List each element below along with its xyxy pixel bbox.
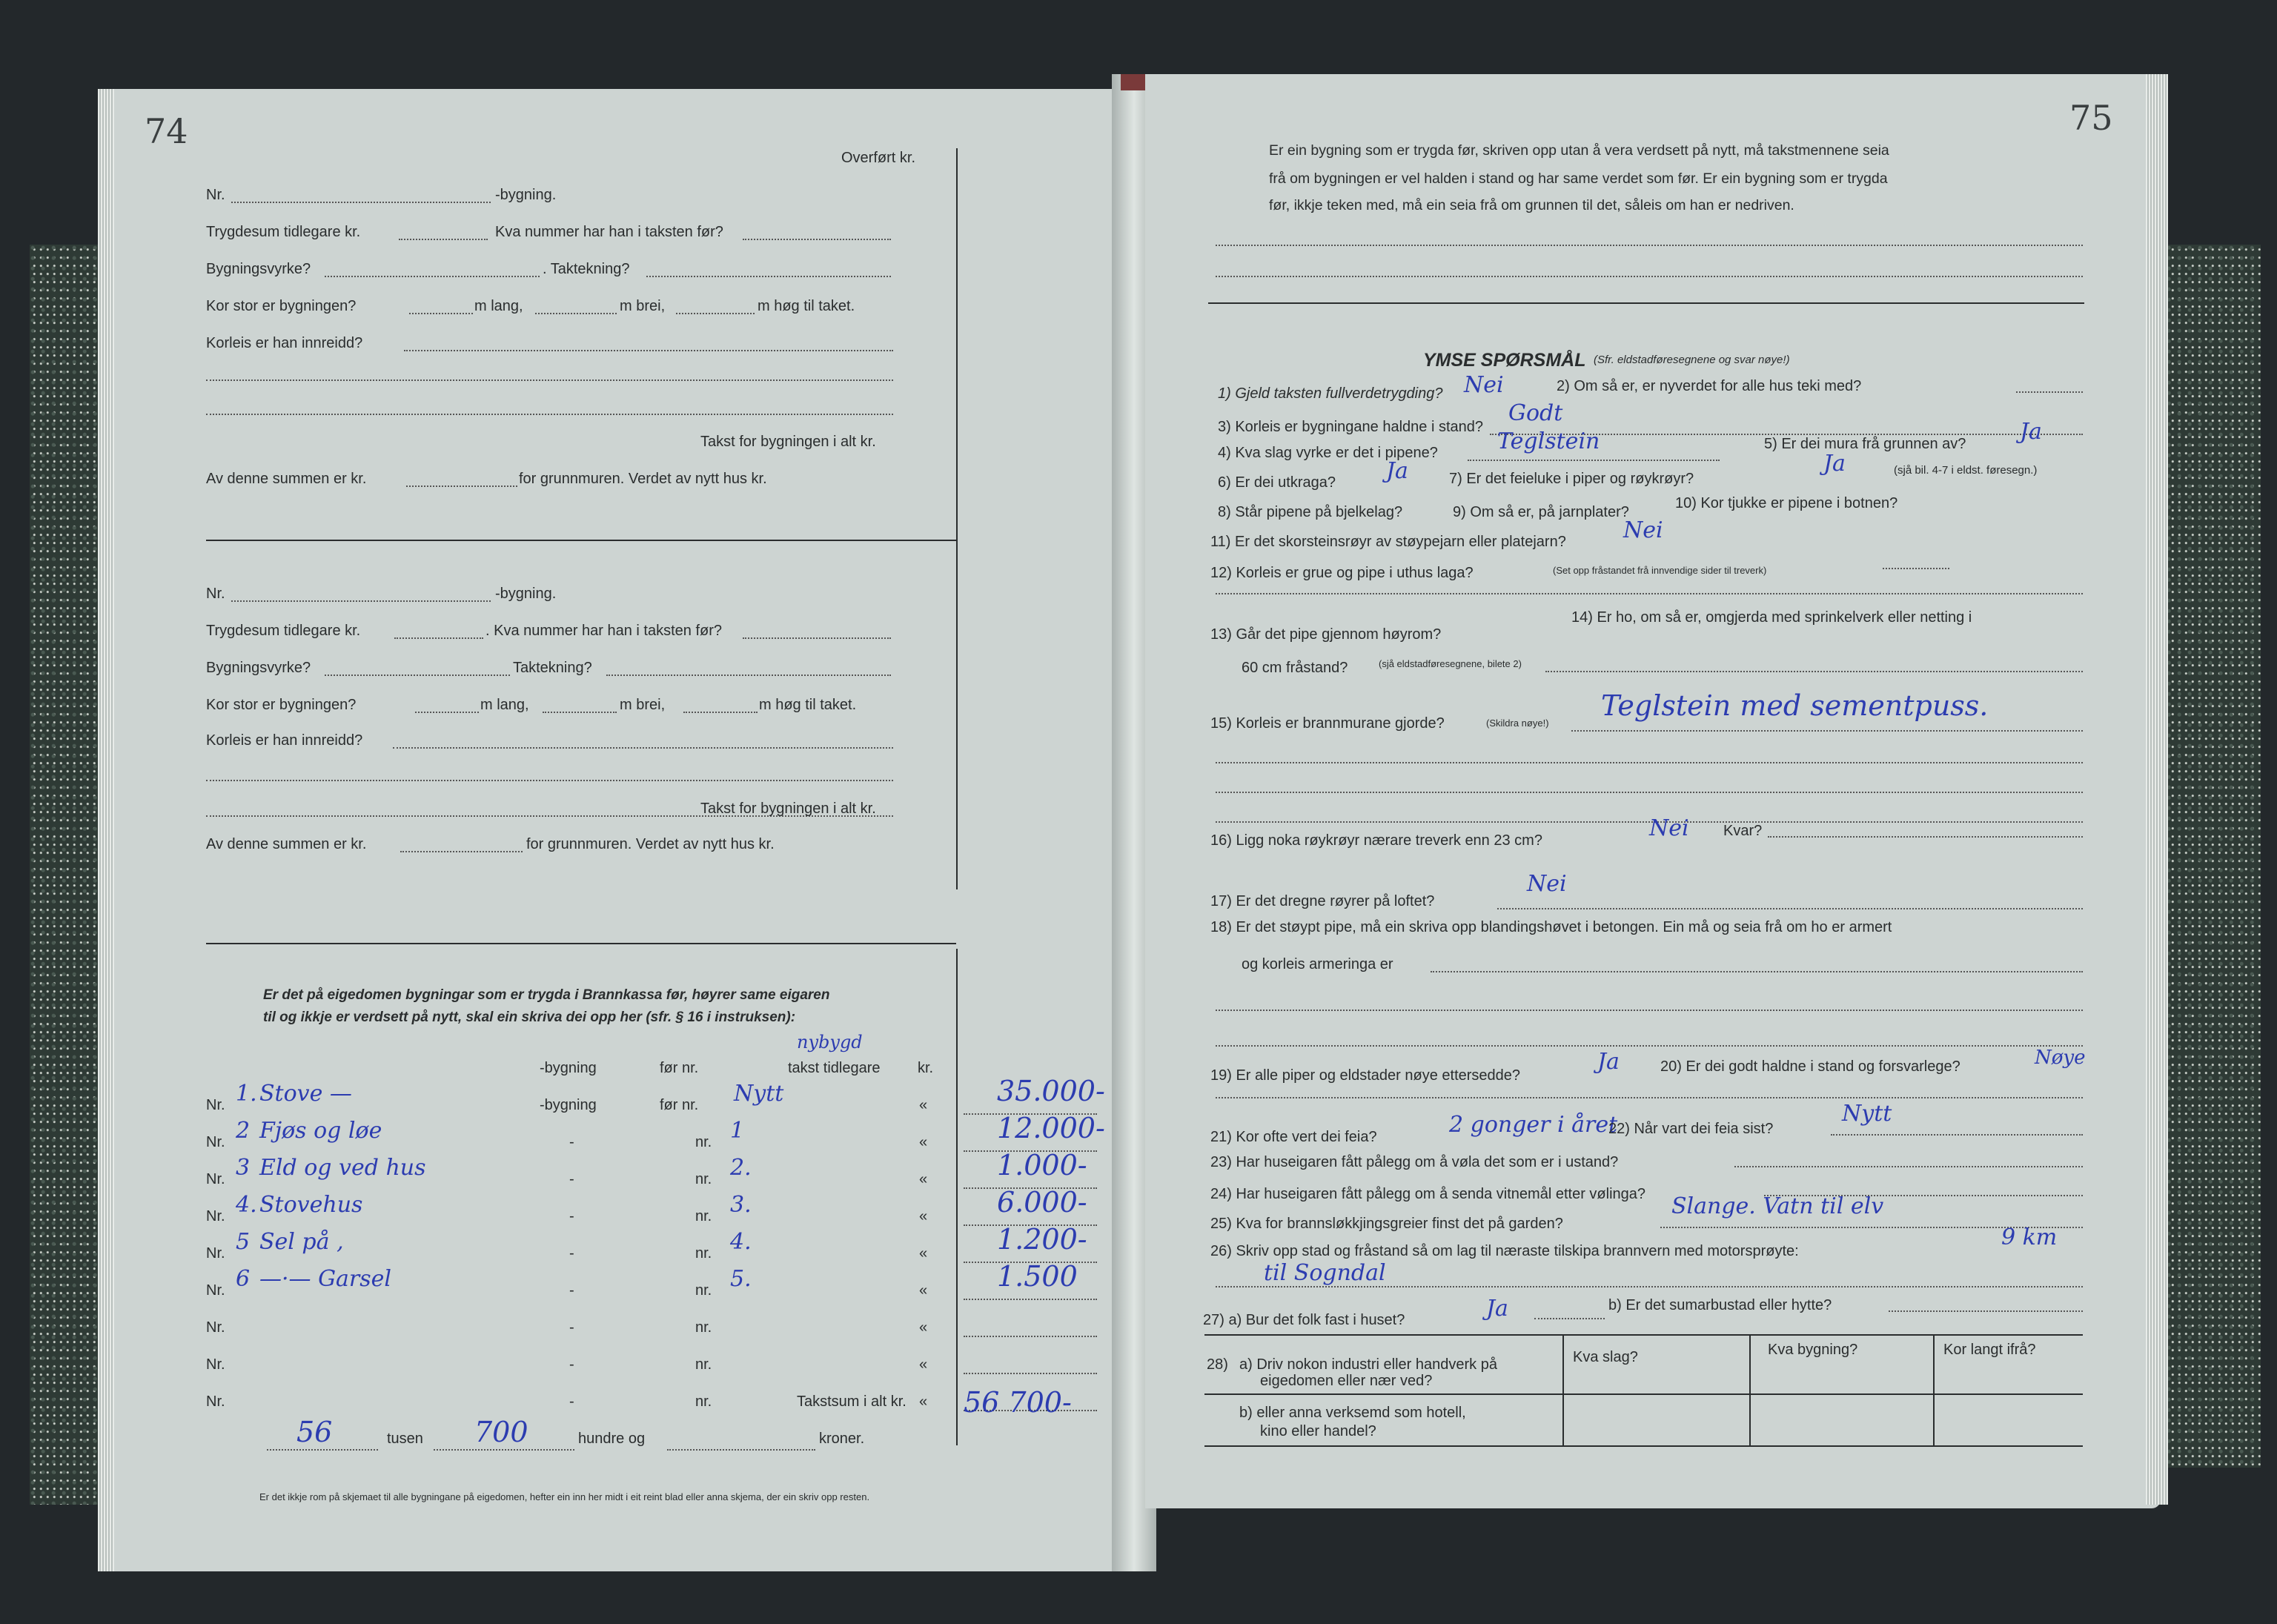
table-row-num: 1. bbox=[236, 1081, 257, 1107]
table-row-suffix: - bbox=[569, 1134, 574, 1150]
q18-field bbox=[1431, 971, 2083, 972]
table-instruction-2: til og ikkje er verdsett på nytt, skal ein skriva dei opp her (sfr. § 16 i instruksen): bbox=[263, 1010, 796, 1025]
table-row-amount: 1.500 bbox=[997, 1260, 1078, 1293]
s2-nr-field bbox=[231, 600, 491, 602]
table-row-num: 3 bbox=[236, 1155, 251, 1181]
s1-innreidd: Korleis er han innreidd? bbox=[206, 335, 363, 351]
hundre-value: 700 bbox=[474, 1416, 528, 1448]
s2-innreidd-field bbox=[393, 747, 893, 749]
intro-line-1: Er ein bygning som er trygda før, skriven opp utan å vera verdsett på nytt, må takstmennene seia bbox=[1269, 142, 1889, 159]
col-bygning: -bygning bbox=[540, 1060, 597, 1076]
a26b: til Sogndal bbox=[1264, 1260, 1386, 1286]
q15-field bbox=[1571, 730, 2083, 732]
table-row-amount-field bbox=[964, 1336, 1097, 1337]
q15-field-3 bbox=[1216, 792, 2083, 793]
s1-hog-field bbox=[676, 313, 755, 314]
col-takst-tidlegare: takst tidlegare bbox=[788, 1060, 881, 1076]
table-row-nr: Nr. bbox=[206, 1171, 225, 1187]
s1-bygning: -bygning. bbox=[495, 187, 557, 203]
s2-taktekning-field bbox=[606, 675, 891, 676]
s1-kor-stor: Kor stor er bygningen? bbox=[206, 298, 357, 314]
s1-kva-nummer: Kva nummer har han i taksten før? bbox=[495, 224, 723, 240]
a3: Godt bbox=[1508, 400, 1563, 426]
page-number-right: 75 bbox=[2069, 98, 2113, 138]
s2-bygningsvyrke-field bbox=[325, 675, 510, 676]
table-row-building: Eld og ved hus bbox=[259, 1155, 426, 1181]
a16: Nei bbox=[1649, 815, 1689, 841]
q6: 6) Er dei utkraga? bbox=[1218, 474, 1336, 491]
q12: 12) Korleis er grue og pipe i uthus laga? bbox=[1210, 565, 1474, 581]
q4: 4) Kva slag vyrke er det i pipene? bbox=[1218, 445, 1438, 461]
right-divider bbox=[1208, 302, 2084, 304]
s2-taktekning: Taktekning? bbox=[513, 660, 592, 676]
q11: 11) Er det skorsteinsrøyr av støypejarn eller platejarn? bbox=[1210, 534, 1566, 550]
q28-col-2 bbox=[1749, 1334, 1751, 1445]
table-row-suffix: - bbox=[569, 1282, 574, 1299]
a6: Ja bbox=[1386, 458, 1408, 484]
s2-kor-stor: Kor stor er bygningen? bbox=[206, 697, 357, 713]
table-row-quote: « bbox=[919, 1134, 928, 1150]
table-row-fornr: før nr. bbox=[660, 1097, 699, 1113]
q3: 3) Korleis er bygningane haldne i stand? bbox=[1218, 419, 1484, 435]
q7: 7) Er det feieluke i piper og røykrøyr? bbox=[1449, 471, 1694, 487]
s2-lang-field bbox=[415, 712, 479, 713]
q22-field bbox=[1831, 1134, 2083, 1136]
tusen-field bbox=[267, 1449, 378, 1451]
table-row-quote: « bbox=[919, 1356, 928, 1373]
table-row-quote: « bbox=[919, 1319, 928, 1336]
q27a-field bbox=[1534, 1318, 1605, 1319]
table-row-fornr: nr. bbox=[695, 1245, 712, 1262]
table-row-fornr: nr. bbox=[695, 1282, 712, 1299]
q21: 21) Kor ofte vert dei feia? bbox=[1210, 1129, 1377, 1145]
a27: Ja bbox=[1486, 1296, 1508, 1322]
table-row-amount: 12.000- bbox=[997, 1112, 1105, 1144]
a5: Ja bbox=[2020, 419, 2042, 445]
a19: Ja bbox=[1597, 1049, 1620, 1075]
q2-field bbox=[2016, 391, 2083, 393]
s2-trygdesum: Trygdesum tidlegare kr. bbox=[206, 623, 361, 639]
q28-table-top bbox=[1204, 1334, 2083, 1336]
s2-nr: Nr. bbox=[206, 586, 225, 602]
s1-innreidd-field-3 bbox=[206, 414, 893, 415]
q16: 16) Ligg noka røykrøyr nærare treverk enn 23 cm? bbox=[1210, 832, 1542, 849]
tusen-label: tusen bbox=[387, 1431, 423, 1447]
q12-note: (Set opp fråstandet frå innvendige sider til treverk) bbox=[1553, 565, 1767, 576]
q28-table-bottom bbox=[1204, 1445, 2083, 1447]
a7: Ja bbox=[1823, 451, 1846, 477]
table-row-suffix: -bygning bbox=[540, 1097, 597, 1113]
s2-m-hog: m høg til taket. bbox=[759, 697, 857, 713]
table-row-fornr: nr. bbox=[695, 1134, 712, 1150]
s1-takst: Takst for bygningen i alt kr. bbox=[700, 434, 876, 450]
q25: 25) Kva for brannsløkkjingsgreier finst det på garden? bbox=[1210, 1216, 1563, 1232]
a15: Teglstein med sementpuss. bbox=[1601, 689, 1989, 722]
table-row-quote: « bbox=[919, 1393, 928, 1410]
s2-av-denne: Av denne summen er kr. bbox=[206, 836, 367, 852]
table-row-value: 3. bbox=[730, 1192, 752, 1218]
q27b: b) Er det sumarbustad eller hytte? bbox=[1608, 1297, 1832, 1313]
q28-num: 28) bbox=[1207, 1356, 1228, 1373]
q17-field bbox=[1497, 908, 2083, 909]
table-row-quote: « bbox=[919, 1171, 928, 1187]
table-row-nr: Nr. bbox=[206, 1208, 225, 1224]
kroner-field bbox=[667, 1449, 815, 1451]
s2-kva-nummer: . Kva nummer har han i taksten før? bbox=[485, 623, 723, 639]
ymse-heading: YMSE SPØRSMÅL bbox=[1423, 350, 1586, 371]
annotation-nybygd: nybygd bbox=[797, 1032, 863, 1053]
table-row-fornr: nr. bbox=[695, 1356, 712, 1373]
overfort-label: Overført kr. bbox=[841, 150, 915, 166]
table-row-quote: « bbox=[919, 1208, 928, 1224]
left-column-divider bbox=[956, 148, 958, 889]
table-row-quote: « bbox=[919, 1097, 928, 1113]
table-row-amount: 1.200- bbox=[997, 1223, 1087, 1256]
q9: 9) Om så er, på jarnplater? bbox=[1453, 504, 1629, 520]
col-kr: kr. bbox=[918, 1060, 934, 1076]
s2-m-lang: m lang, bbox=[480, 697, 529, 713]
table-row-quote: « bbox=[919, 1282, 928, 1299]
tusen-value: 56 bbox=[296, 1416, 333, 1448]
table-row-value: 4. bbox=[730, 1229, 752, 1255]
q16-field bbox=[1768, 836, 2083, 838]
left-column-divider-lower bbox=[956, 949, 958, 1445]
q18-field-2 bbox=[1216, 1010, 2083, 1011]
table-row-suffix: - bbox=[569, 1319, 574, 1336]
s2-kva-nummer-field bbox=[743, 637, 891, 639]
table-row-nr: Nr. bbox=[206, 1245, 225, 1262]
col-for-nr: før nr. bbox=[660, 1060, 699, 1076]
q28-col-kva-slag: Kva slag? bbox=[1573, 1349, 1638, 1365]
s2-av-denne-field bbox=[400, 851, 523, 852]
q14-note: (sjå eldstadføresegnene, bilete 2) bbox=[1379, 658, 1522, 669]
q28a-1: a) Driv nokon industri eller handverk på bbox=[1239, 1356, 1497, 1373]
q16b: Kvar? bbox=[1723, 823, 1763, 839]
section-divider-2 bbox=[206, 943, 956, 944]
q28-col-3 bbox=[1933, 1334, 1935, 1445]
s1-av-denne-field bbox=[406, 485, 517, 487]
s1-nr-field bbox=[231, 202, 491, 203]
table-row-value: 2. bbox=[730, 1155, 752, 1181]
table-row-suffix: - bbox=[569, 1393, 574, 1410]
a1: Nei bbox=[1464, 372, 1504, 398]
q28-col-kva-bygning: Kva bygning? bbox=[1768, 1342, 1858, 1358]
table-row-amount: 1.000- bbox=[997, 1149, 1087, 1181]
s2-innreidd: Korleis er han innreidd? bbox=[206, 732, 363, 749]
page-number-left: 74 bbox=[145, 111, 188, 151]
table-row-nr: Nr. bbox=[206, 1319, 225, 1336]
table-row-building: Sel på , bbox=[259, 1229, 344, 1255]
s1-av-denne: Av denne summen er kr. bbox=[206, 471, 367, 487]
q28-row-divider bbox=[1204, 1393, 2083, 1395]
q23: 23) Har huseigaren fått pålegg om å vøla det som er i ustand? bbox=[1210, 1154, 1619, 1170]
table-row-suffix: - bbox=[569, 1356, 574, 1373]
q28-col-kor-langt: Kor langt ifrå? bbox=[1943, 1342, 2036, 1358]
s1-trygdesum: Trygdesum tidlegare kr. bbox=[206, 224, 361, 240]
s2-brei-field bbox=[543, 712, 617, 713]
q14b: 60 cm fråstand? bbox=[1242, 660, 1348, 676]
q22: 22) Når vart dei feia sist? bbox=[1608, 1121, 1774, 1137]
s1-m-hog: m høg til taket. bbox=[758, 298, 855, 314]
s1-taktekning-field bbox=[646, 276, 891, 277]
left-page-stack bbox=[98, 89, 114, 1571]
q27b-field bbox=[1889, 1310, 2083, 1312]
q10: 10) Kor tjukke er pipene i botnen? bbox=[1675, 495, 1898, 511]
takstsum-value: 56 700- bbox=[964, 1386, 1072, 1419]
q14-field bbox=[1545, 671, 2083, 672]
intro-line-3: før, ikkje teken med, må ein seia frå om grunnen til det, såleis om han er nedriven. bbox=[1269, 197, 1794, 213]
table-row-amount: 6.000- bbox=[997, 1186, 1087, 1219]
q18-field-3 bbox=[1216, 1045, 2083, 1047]
a17: Nei bbox=[1527, 871, 1567, 897]
q26: 26) Skriv opp stad og fråstand så om lag til næraste tilskipa brannvern med motorsprøyte: bbox=[1210, 1243, 1799, 1259]
s1-nr: Nr. bbox=[206, 187, 225, 203]
q18b: og korleis armeringa er bbox=[1242, 956, 1393, 972]
table-row-quote: « bbox=[919, 1245, 928, 1262]
s2-takst: Takst for bygningen i alt kr. bbox=[700, 801, 876, 817]
q27a: 27) a) Bur det folk fast i huset? bbox=[1203, 1312, 1405, 1328]
hundre-field bbox=[434, 1449, 574, 1451]
q15: 15) Korleis er brannmurane gjorde? bbox=[1210, 715, 1445, 732]
table-row-nr: Nr. bbox=[206, 1282, 225, 1299]
s1-bygningsvyrke-field bbox=[325, 276, 540, 277]
a26: 9 km bbox=[2001, 1224, 2058, 1250]
q14: 14) Er ho, om så er, omgjerda med sprinkelverk eller netting i bbox=[1571, 609, 1972, 626]
q12-field-2 bbox=[1216, 593, 2083, 594]
q20: 20) Er dei godt haldne i stand og forsvarlege? bbox=[1660, 1058, 1961, 1075]
table-instruction-1: Er det på eigedomen bygningar som er trygda i Brannkassa før, høyrer same eigaren bbox=[263, 987, 830, 1003]
s2-bygningsvyrke: Bygningsvyrke? bbox=[206, 660, 311, 676]
table-row-building: —·— Garsel bbox=[259, 1266, 392, 1292]
q28b-1: b) eller anna verksemd som hotell, bbox=[1239, 1405, 1466, 1421]
q2: 2) Om så er, er nyverdet for alle hus teki med? bbox=[1557, 378, 1862, 394]
kroner-label: kroner. bbox=[819, 1431, 865, 1447]
table-row-amount: 35.000- bbox=[997, 1075, 1105, 1107]
s2-trygdesum-field bbox=[394, 637, 483, 639]
footnote: Er det ikkje rom på skjemaet til alle bygningane på eigedomen, hefter ein inn her midt i eit reint blad eller anna skjema, der ein skriv opp resten. bbox=[259, 1491, 870, 1502]
q19: 19) Er alle piper og eldstader nøye ettersedde? bbox=[1210, 1067, 1521, 1084]
s1-m-lang: m lang, bbox=[474, 298, 523, 314]
s2-grunnmur: for grunnmuren. Verdet av nytt hus kr. bbox=[526, 836, 775, 852]
ymse-heading-note: (Sfr. eldstadføresegnene og svar nøye!) bbox=[1594, 354, 1790, 366]
s2-hog-field bbox=[683, 712, 758, 713]
q15-field-2 bbox=[1216, 762, 2083, 763]
q13: 13) Går det pipe gjennom høyrom? bbox=[1210, 626, 1442, 643]
s1-m-brei: m brei, bbox=[620, 298, 666, 314]
q7-note: (sjå bil. 4-7 i eldst. føresegn.) bbox=[1894, 464, 2038, 477]
q28b-2: kino eller handel? bbox=[1260, 1423, 1376, 1439]
table-row-fornr: nr. bbox=[695, 1208, 712, 1224]
table-row-nr: Nr. bbox=[206, 1134, 225, 1150]
hundre-label: hundre og bbox=[578, 1431, 646, 1447]
s1-innreidd-field-2 bbox=[206, 380, 893, 381]
table-row-nr: Nr. bbox=[206, 1356, 225, 1373]
q28a-2: eigedomen eller nær ved? bbox=[1260, 1373, 1433, 1389]
table-row-fornr: nr. bbox=[695, 1319, 712, 1336]
q18: 18) Er det støypt pipe, må ein skriva opp blandingshøvet i betongen. Ein må og seia frå om ho er armert bbox=[1210, 919, 1892, 935]
s1-innreidd-field bbox=[404, 350, 893, 351]
takstsum-label: Takstsum i alt kr. bbox=[797, 1393, 907, 1410]
intro-line-2: frå om bygningen er vel halden i stand og har same verdet som før. Er ein bygning som er trygda bbox=[1269, 170, 1888, 187]
s1-taktekning: . Taktekning? bbox=[543, 261, 630, 277]
s1-trygdesum-field bbox=[399, 239, 488, 240]
right-page-stack bbox=[2146, 74, 2168, 1505]
q28-col-1 bbox=[1562, 1334, 1564, 1445]
a25: Slange. Vatn til elv bbox=[1671, 1193, 1884, 1219]
table-row-nr: Nr. bbox=[206, 1393, 225, 1410]
q12-field bbox=[1883, 568, 1949, 569]
intro-field-1 bbox=[1216, 245, 2083, 246]
table-row-value: 5. bbox=[730, 1266, 752, 1292]
table-row-num: 4. bbox=[236, 1192, 257, 1218]
table-row-num: 5 bbox=[236, 1229, 251, 1255]
table-row-suffix: - bbox=[569, 1208, 574, 1224]
table-row-building: Fjøs og løe bbox=[259, 1118, 382, 1144]
s2-bygning: -bygning. bbox=[495, 586, 557, 602]
a22: Nytt bbox=[1842, 1101, 1892, 1127]
table-row-amount-field bbox=[964, 1299, 1097, 1300]
table-row-value: Nytt bbox=[734, 1081, 784, 1107]
section-divider-1 bbox=[206, 540, 956, 541]
q4-field bbox=[1468, 460, 1720, 461]
q5: 5) Er dei mura frå grunnen av? bbox=[1764, 436, 1966, 452]
table-row-building: Stovehus bbox=[259, 1192, 363, 1218]
s1-kva-nummer-field bbox=[743, 239, 891, 240]
intro-field-2 bbox=[1216, 276, 2083, 277]
q19-field bbox=[1216, 1097, 2083, 1098]
table-row-amount-field bbox=[964, 1373, 1097, 1374]
a11: Nei bbox=[1623, 517, 1663, 543]
table-row-fornr: nr. bbox=[695, 1393, 712, 1410]
table-row-num: 6 bbox=[236, 1266, 251, 1292]
q24: 24) Har huseigaren fått pålegg om å senda vitnemål etter vølinga? bbox=[1210, 1186, 1646, 1202]
q8: 8) Står pipene på bjelkelag? bbox=[1218, 504, 1403, 520]
q15-note: (Skildra nøye!) bbox=[1486, 717, 1549, 729]
a21: 2 gonger i året bbox=[1449, 1112, 1618, 1138]
q26-field bbox=[1216, 1286, 2083, 1287]
table-row-building: Stove — bbox=[259, 1081, 352, 1107]
a4: Teglstein bbox=[1497, 428, 1600, 454]
s1-bygningsvyrke: Bygningsvyrke? bbox=[206, 261, 311, 277]
q1: 1) Gjeld taksten fullverdetrygding? bbox=[1218, 385, 1443, 402]
q17: 17) Er det dregne røyrer på loftet? bbox=[1210, 893, 1435, 909]
q23-field bbox=[1734, 1166, 2083, 1167]
table-row-suffix: - bbox=[569, 1245, 574, 1262]
s1-grunnmur: for grunnmuren. Verdet av nytt hus kr. bbox=[519, 471, 767, 487]
table-row-value: 1 bbox=[730, 1118, 745, 1144]
table-row-fornr: nr. bbox=[695, 1171, 712, 1187]
s1-lang-field bbox=[409, 313, 473, 314]
s2-m-brei: m brei, bbox=[620, 697, 666, 713]
table-row-num: 2 bbox=[236, 1118, 251, 1144]
a20: Nøye bbox=[2035, 1047, 2086, 1069]
table-row-nr: Nr. bbox=[206, 1097, 225, 1113]
table-row-suffix: - bbox=[569, 1171, 574, 1187]
s2-innreidd-field-2 bbox=[206, 780, 893, 781]
s1-brei-field bbox=[535, 313, 617, 314]
